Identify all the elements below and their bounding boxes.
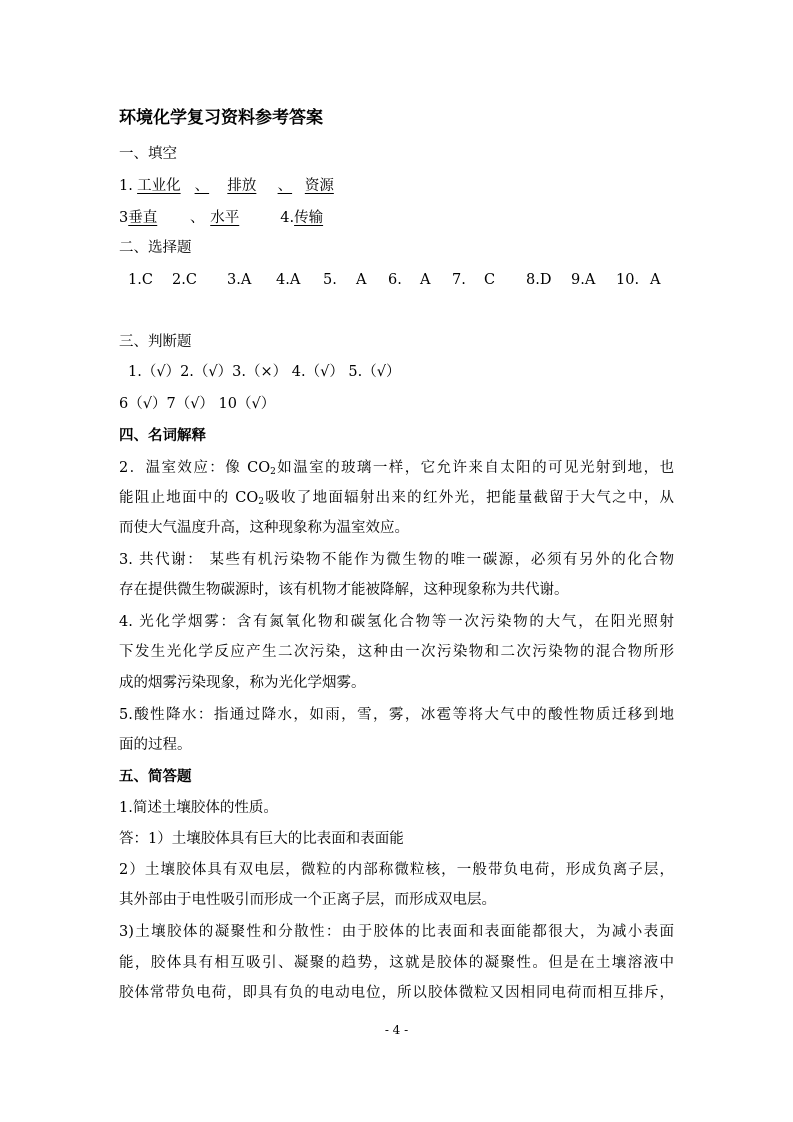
term-greenhouse-line-2 [119, 488, 674, 508]
choice-answer: A [356, 272, 367, 288]
choice-answer: A [650, 272, 661, 288]
choice-answer: 10. [616, 272, 640, 288]
short-answer-3-line-1: 3)土壤胶体的凝聚性和分散性：由于胶体的比表面和表面能都很大，为减小表面 [119, 924, 674, 940]
term-smog-line-2: 下发生光化学反应产生二次污染，这种由一次污染物和二次污染物的混合物所形 [119, 644, 674, 660]
choice-answer: 1.C [128, 272, 153, 288]
choice-answer: A [420, 272, 431, 288]
short-answer-2-line-2: 其外部由于电性吸引而形成一个正离子层，而形成双电层。 [119, 892, 496, 908]
section-heading-terms: 四、名词解释 [119, 428, 206, 444]
fill-num-3: 3 [119, 210, 129, 226]
section-heading-short: 五、简答题 [119, 769, 192, 785]
choice-answer: 5. [323, 272, 337, 288]
fill-answer-industrialization: 工业化 [137, 178, 181, 194]
term-smog-line-3: 成的烟雾污染现象，称为光化学烟雾。 [119, 675, 366, 691]
choice-answer: 2.C [172, 272, 197, 288]
term-smog-line-1: 4. 光化学烟雾：含有氮氧化物和碳氢化合物等一次污染物的大气，在阳光照射 [119, 614, 674, 630]
term-greenhouse-line-3: 而使大气温度升高，这种现象称为温室效应。 [119, 520, 409, 536]
short-answer-1: 答：1）土壤胶体具有巨大的比表面和表面能 [119, 831, 404, 847]
text-run: 能阻止地面中的 CO [119, 490, 259, 506]
subscript: 2 [270, 467, 276, 477]
document-title: 环境化学复习资料参考答案 [119, 108, 323, 128]
short-answer-3-line-2: 能，胶体具有相互吸引、凝聚的趋势，这就是胶体的凝聚性。但是在土壤溶液中 [119, 955, 674, 971]
fill-row-2 [119, 208, 340, 228]
choice-answer: 8.D [526, 272, 552, 288]
fill-sep: 、 [194, 178, 210, 194]
choice-answers [128, 270, 664, 290]
choice-answer: 9.A [571, 272, 596, 288]
fill-answer-vertical: 垂直 [128, 210, 158, 226]
short-answer-3-line-3: 胶体常带负电荷，即具有负的电动电位，所以胶体微粒又因相同电荷而相互排斥， [119, 985, 674, 1001]
fill-sep: 、 [277, 178, 293, 194]
fill-num-1: 1. [119, 178, 133, 194]
choice-answer: 4.A [276, 272, 301, 288]
fill-num-4: 4. [280, 210, 295, 226]
fill-answer-horizontal: 水平 [210, 210, 240, 226]
fill-row-1 [119, 176, 391, 196]
term-cometabolism-line-2: 存在提供微生物碳源时，该有机物才能被降解，这种现象称为共代谢。 [119, 582, 569, 598]
fill-sep: 、 [189, 210, 205, 226]
choice-answer: 3.A [227, 272, 252, 288]
subscript: 2 [258, 497, 264, 507]
choice-answer: C [484, 272, 496, 288]
section-heading-fill: 一、填空 [119, 146, 177, 162]
short-answer-2-line-1: 2）土壤胶体具有双电层，微粒的内部称微粒核，一般带负电荷，形成负离子层， [119, 862, 674, 878]
judge-answers-line-2: 6（√）7（√） 10（√） [119, 396, 276, 412]
fill-answer-transport: 传输 [294, 210, 324, 226]
fill-answer-resource: 资源 [304, 178, 334, 194]
term-greenhouse-line-1 [119, 458, 674, 478]
text-run: 吸收了地面辐射出来的红外光，把能量截留于大气之中，从 [263, 490, 674, 506]
term-cometabolism-line-1: 3. 共代谢： 某些有机污染物不能作为微生物的唯一碳源，必须有另外的化合物 [119, 552, 674, 568]
choice-answer: 6. [388, 272, 402, 288]
judge-answers-line-1: 1.（√）2.（√）3.（×） 4.（√） 5.（√） [128, 364, 401, 380]
page-number: - 4 - [384, 1023, 409, 1037]
term-acid-rain-line-1: 5.酸性降水：指通过降水，如雨，雪，雾，冰雹等将大气中的酸性物质迁移到地 [119, 707, 674, 723]
term-acid-rain-line-2: 面的过程。 [119, 737, 192, 753]
text-run: 2．温室效应：像 CO [119, 460, 271, 476]
text-run: 如温室的玻璃一样，它允许来自太阳的可见光射到地，也 [275, 460, 674, 476]
section-heading-judge: 三、判断题 [119, 334, 192, 350]
fill-answer-emission: 排放 [227, 178, 257, 194]
section-heading-choice: 二、选择题 [119, 240, 192, 256]
choice-answer: 7. [452, 272, 466, 288]
short-question-1: 1.简述土壤胶体的性质。 [119, 800, 278, 816]
